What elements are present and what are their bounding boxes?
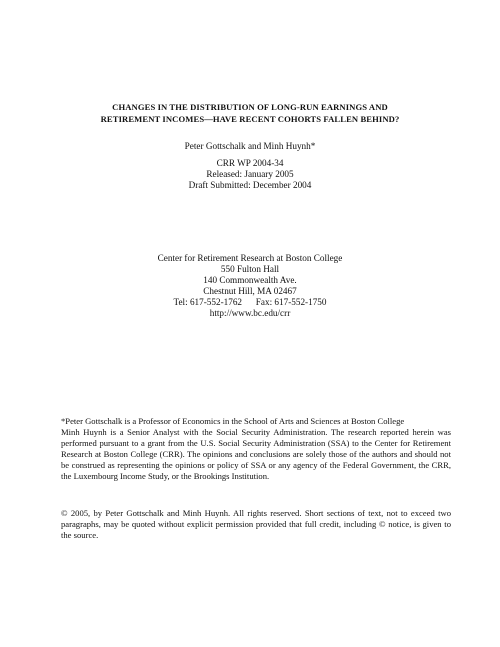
footnote-body: Minh Huynh is a Senior Analyst with the Social Security Administration. The research reported herein was performed pursuant to a grant from the U.S. Social Security Administration (SSA) to the Center for Retirement Research at Boston College (CRR). The opinions and conclusions are solely those of the authors and should not be construed as representing the opinions or policy of SSA or any agency of the Federal Government, the CRR, the Luxembourg Income Study, or the Brookings Institution. bbox=[61, 427, 451, 481]
footnote-line-1: *Peter Gottschalk is a Professor of Economics in the School of Arts and Sciences at Boston College bbox=[61, 416, 405, 426]
website-link[interactable]: http://www.bc.edu/crr bbox=[209, 308, 291, 318]
fax-number: Fax: 617-552-1750 bbox=[255, 297, 327, 307]
paper-title bbox=[40, 101, 460, 125]
address-hall: 550 Fulton Hall bbox=[220, 264, 280, 274]
telephone-number: Tel: 617-552-1762 bbox=[173, 297, 243, 307]
paper-title-line-2: RETIREMENT INCOMES—HAVE RECENT COHORTS FALLEN BEHIND? bbox=[100, 114, 400, 124]
copyright-notice bbox=[61, 508, 451, 541]
paper-title-line-1: CHANGES IN THE DISTRIBUTION OF LONG-RUN EARNINGS AND bbox=[112, 102, 388, 112]
paper-authors: Peter Gottschalk and Minh Huynh* bbox=[184, 141, 316, 151]
draft-submitted-date: Draft Submitted: December 2004 bbox=[188, 180, 312, 190]
paper-metadata bbox=[0, 158, 500, 191]
address-street: 140 Commonwealth Ave. bbox=[203, 275, 297, 285]
address-city: Chestnut Hill, MA 02467 bbox=[203, 286, 297, 296]
release-date: Released: January 2005 bbox=[206, 169, 294, 179]
copyright-text: © 2005, by Peter Gottschalk and Minh Huynh. All rights reserved. Short sections of text, not to exceed two paragraphs, may be quoted without explicit permission provided that full credit, including © notice, is given to the source. bbox=[61, 508, 451, 540]
institution-name: Center for Retirement Research at Boston College bbox=[157, 253, 343, 263]
author-footnote bbox=[61, 416, 451, 482]
working-paper-number: CRR WP 2004-34 bbox=[216, 158, 284, 168]
contact-phones bbox=[0, 297, 500, 308]
institution-address bbox=[0, 253, 500, 319]
